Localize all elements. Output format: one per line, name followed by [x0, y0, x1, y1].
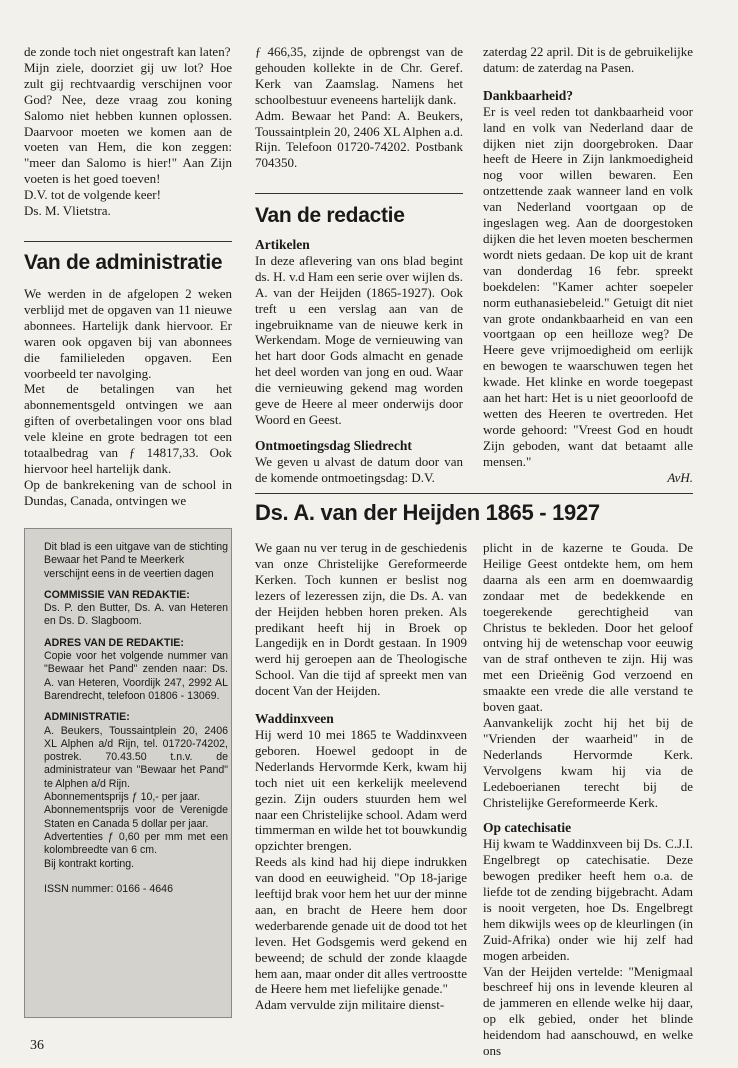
- paragraph: Aanvankelijk zocht hij het bij de "Vrienden der waarheid" in de Nederlands Hervormde Kerk. Vervolgens kwam hij via de Ledeboerianen terecht bij de Christelijke Gereformeerde Kerk.: [483, 714, 693, 810]
- paragraph: We gaan nu ver terug in de geschiedenis van onze Christelijke Gereformeerde Kerken. Toch kunnen er beslist nog lezers of lezeressen zijn, die Ds. A. van der Heijden hebben horen preken. Als predikant heeft hij in Broek op Langedijk en in Dordt gestaan. In 1909 werd hij geroepen aan de Theologische School. Van die tijd af spreekt men van docent Van der Heijden.: [255, 540, 467, 699]
- divider: [255, 193, 463, 194]
- column-3: [483, 44, 693, 485]
- colofon-heading: ADRES VAN DE REDAKTIE:: [44, 636, 184, 649]
- paragraph: Hij werd 10 mei 1865 te Waddinxveen geboren. Hoewel gedoopt in de Nederlands Hervormde Kerk, kwam hij toch niet uit een kerkelijk meelevend gezin. Zijn ouders stuurden hem wel naar een Christelijke school. Adam werd timmerman en wilde het tot bouwkundig opzichter brengen.: [255, 726, 467, 854]
- paragraph: Met de betalingen van het abonnementsgeld ontvingen we aan giften of overbetalingen voor ons blad vele kleine en grote bedragen tot een totaalbedrag van ƒ 14817,33. Ook hiervoor heel hartelijk dank.: [24, 381, 232, 476]
- paragraph: Mijn ziele, doorziet gij uw lot? Hoe zult gij rechtvaardig verschijnen voor God? Nee, deze vraag zou koning Salomo niet hebben kunnen oplossen. Daarvoor moeten we komen aan de voeten van Hem, die kon zeggen: "meer dan Salomo is hier!" Aan Zijn voeten is het goed toeven!: [24, 59, 232, 187]
- paragraph: zaterdag 22 april. Dit is de gebruikelijke datum: de zaterdag na Pasen.: [483, 44, 693, 75]
- administratie-section: [24, 250, 232, 509]
- article-column-a: [255, 540, 467, 1013]
- subheading: Artikelen: [255, 237, 310, 252]
- paragraph: de zonde toch niet ongestraft kan laten?: [24, 44, 231, 59]
- colofon-heading: COMMISSIE VAN REDAKTIE:: [44, 588, 190, 601]
- colofon-text: A. Beukers, Toussaintplein 20, 2406 XL Alphen a/d Rijn, tel. 01720-74202, postrek. 70.43.50 t.n.v. de administrateur van "Bewaar het Pand" te Alphen a/d Rijn.: [44, 724, 228, 790]
- colofon-box: [24, 528, 232, 1018]
- paragraph: We geven u alvast de datum door van de komende ontmoetingsdag: D.V.: [255, 453, 463, 485]
- paragraph: ƒ 466,35, zijnde de opbrengst van de gehouden kollekte in de Chr. Geref. Kerk van Zaamslag. Namens het schoolbestuur eveneens hartelijk dank.: [255, 44, 463, 107]
- colofon-price: Abonnementsprijs voor de Verenigde Staten en Canada 5 dollar per jaar.: [44, 804, 228, 830]
- paragraph: Er is veel reden tot dankbaarheid voor land en volk van Nederland daar de dijken niet zijn doorgebroken. Daar heeft de Heere in Zijn lankmoedigheid nog voor willen bewaren. Een ontzettende zaak wanneer land en volk van Nederland voortgaan op de ingeslagen weg. Aan de doorgestoken dijken die het leven moeten beschermen wordt niets gedaan. De kop uit de krant van donderdag 16 febr. spreekt boekdelen: "Kamer achter soepeler norm euthanasiebeleid." Getuigt dit niet van grote ondankbaarheid en van een voortgaan op een heilloze weg? De Heere geve vrijmoedigheid om eerlijk en bewogen te waarschuwen tegen het kwade. Het klinke en worde toegepast aan het hart: Het is u niet geoorloofd de wetten des Heeren te overtreden. Het worde gehoord: "Vreest God en houdt Zijn geboden, want dat betaamt alle mensen.": [483, 103, 693, 469]
- colofon-frequency: verschijnt eens in de veertien dagen: [44, 567, 214, 580]
- page-number: 36: [30, 1038, 44, 1053]
- paragraph: In deze aflevering van ons blad begint ds. H. v.d Ham een serie over wijlen ds. A. van der Heijden (1865-1927). Ook treft u een verslag aan van de ingebruikname van de nieuwe kerk in Werkendam. Moge de vernieuwing van het hart door Gods almacht en genade het deel worden van jong en oud. Waar die vernieuwing gekend mag worden geve de Heere al meer onderwijs door Woord en Geest.: [255, 252, 463, 427]
- paragraph: Reeds als kind had hij diepe indrukken van dood en eeuwigheid. "Op 18-jarige leeftijd brak voor hem het uur der minne aan, en bracht de Heere hem door wederbarende genade uit de dood tot het leven. Het Godsgemis werd gekend en beweend; de schuld der zonde klaagde hem aan, maar onder dit alles vertroostte de Heere hem met liefelijke genade.": [255, 854, 467, 997]
- column-1: [24, 44, 232, 219]
- colofon-content: [44, 541, 228, 896]
- divider: [255, 493, 693, 494]
- colofon-intro: Dit blad is een uitgave van de stichting Bewaar het Pand te Meerkerk: [44, 541, 228, 567]
- redactie-section: [255, 203, 463, 486]
- subheading: Waddinxveen: [255, 711, 334, 727]
- paragraph: Van der Heijden vertelde: "Menigmaal beschreef hij ons in levende kleuren al de jammeren en ellende welke hij daar, op elk gebied, onder het blinde heidendom had aanschouwd, en welke ons: [483, 963, 693, 1059]
- divider: [24, 241, 232, 242]
- colofon-price: Advertenties ƒ 0,60 per mm met een kolombreedte van 6 cm.: [44, 830, 228, 857]
- colofon-text: Copie voor het volgende nummer van "Bewaar het Pand" zenden naar: Ds. A. van Heteren, Voordijk 247, 2992 AL Barendrecht, telefoon 01806 - 13069.: [44, 650, 228, 702]
- paragraph: D.V. tot de volgende keer!: [24, 187, 161, 203]
- section-heading: Van de redactie: [255, 204, 405, 227]
- section-heading: Van de administratie: [24, 251, 223, 274]
- paragraph: Adm. Bewaar het Pand: A. Beukers, Toussaintplein 20, 2406 XL Alphen a.d. Rijn. Telefoon 01720-74202. Postbank 704350.: [255, 107, 463, 171]
- colofon-issn: ISSN nummer: 0166 - 4646: [44, 882, 173, 895]
- author-signature: AvH.: [667, 469, 693, 485]
- paragraph: Op de bankrekening van de school in Dundas, Canada, ontvingen we: [24, 476, 232, 508]
- paragraph: Adam vervulde zijn militaire dienst-: [255, 997, 445, 1013]
- subheading: Ontmoetingsdag Sliedrecht: [255, 437, 412, 453]
- colofon-text: Ds. P. den Butter, Ds. A. van Heteren en Ds. D. Slagboom.: [44, 602, 228, 628]
- colofon-price: Bij kontrakt korting.: [44, 857, 135, 870]
- colofon-heading: ADMINISTRATIE:: [44, 711, 130, 724]
- colofon-price: Abonnementsprijs ƒ 10,- per jaar.: [44, 791, 201, 804]
- column-2: [255, 44, 463, 171]
- paragraph: We werden in de afgelopen 2 weken verblijd met de opgaven van 11 nieuwe abonnees. Hartelijk dank hiervoor. Er waren ook opgaven bij van abonnees die familieleden opgaven. Een voorbeeld ter navolging.: [24, 286, 232, 381]
- subheading: Dankbaarheid?: [483, 87, 574, 103]
- subheading: Op catechisatie: [483, 820, 572, 836]
- article-column-b: [483, 540, 693, 1059]
- author-signature: Ds. M. Vlietstra.: [24, 203, 111, 219]
- paragraph: Hij kwam te Waddinxveen bij Ds. C.J.I. Engelbregt op catechisatie. Deze bewogen prediker heeft hem o.a. de liefde tot de zending bijgebracht. Adam is nooit vergeten, hoe Ds. Engelbregt hem dikwijls wees op de kleurlingen (in Zuid-Afrika) onder wie hij zelf had mogen arbeiden.: [483, 836, 693, 963]
- paragraph: plicht in de kazerne te Gouda. De Heilige Geest ontdekte hem, om hem daarna als een arm en doemwaardig zondaar met de bedekkende en toegerekende gerechtigheid van Christus te bekleden. Door het geloof ontving hij de wetenschap voor eeuwig van de straf ontheven te zijn. Hij was met een Drieënig God verzoend en smaakte een vrede die alle verstand te boven gaat.: [483, 540, 693, 715]
- article-title: Ds. A. van der Heijden 1865 - 1927: [255, 500, 600, 525]
